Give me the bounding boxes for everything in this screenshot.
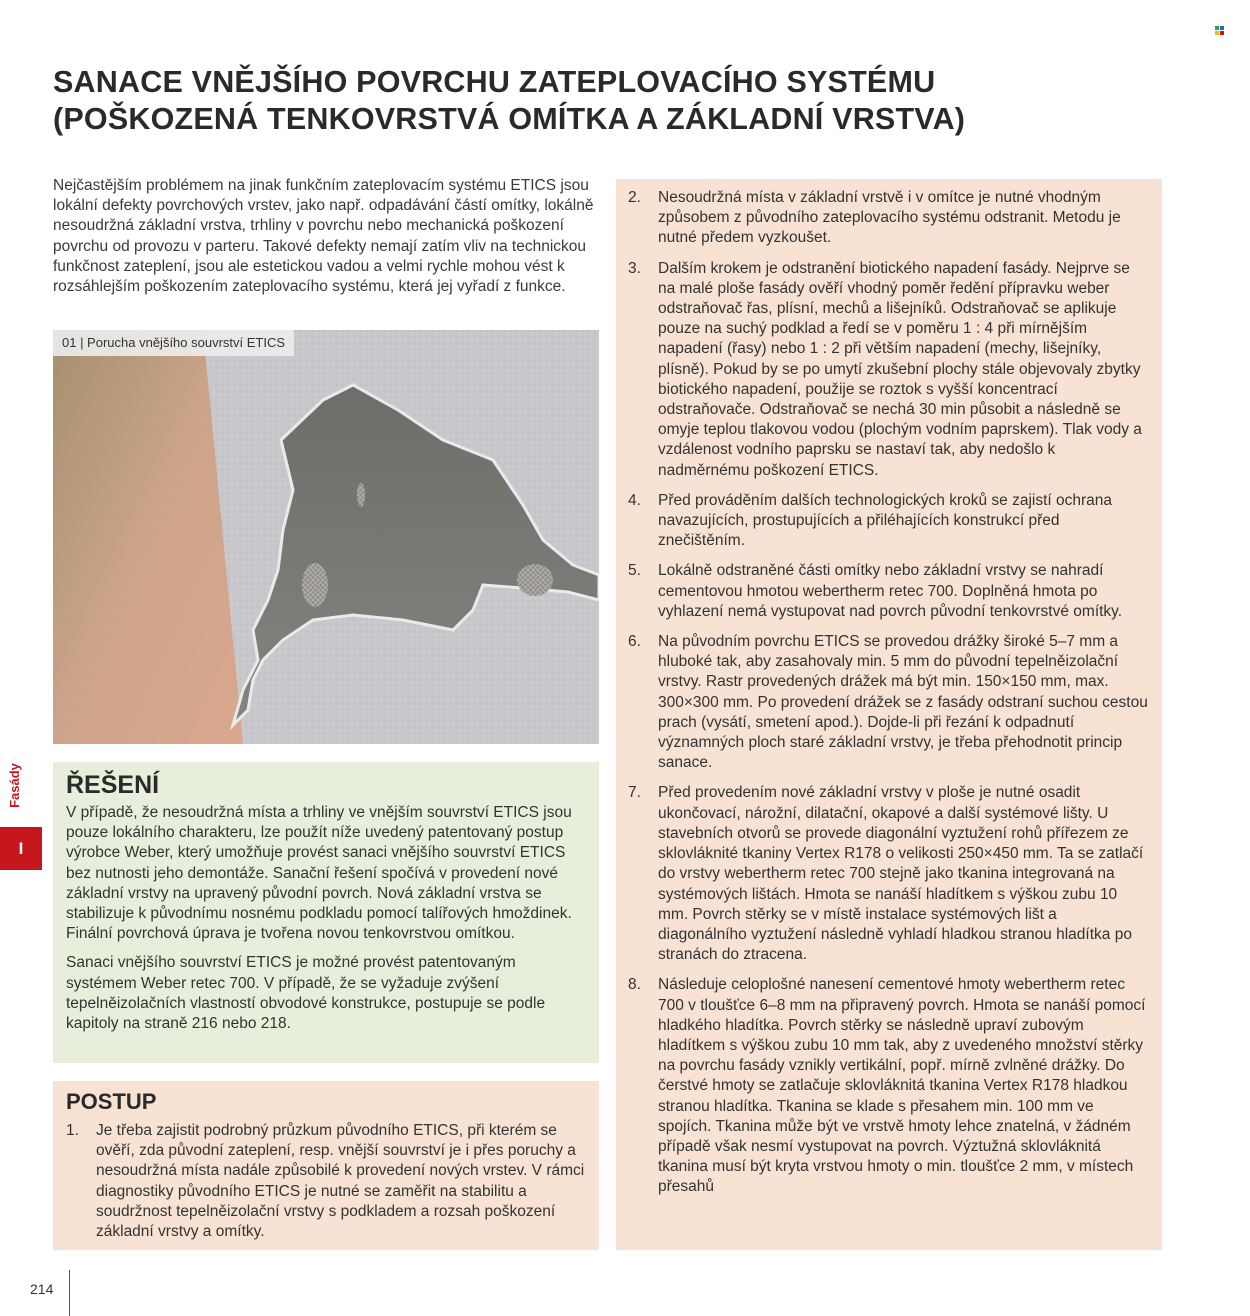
procedure-step — [66, 1121, 586, 1242]
step-text: Dalším krokem je odstranění biotického napadení fasády. Nejprve se na malé ploše fasády ověří vhodný poměr ředění přípravku weber odstraňovač řas, plísní, mechů a lišejníků. Odstraňovač se aplikuje pouze na suchý podklad a ředí se v poměru 1 : 4 při mírnějším napadení (řasy) nebo 1 : 2 při větším napadení (mechy, lišejníky, plísně). Pokud by se po umytí zkušební plochy stále objevovaly zbytky biotického napadení, použije se roztok s vyšší koncentrací odstraňovače. Odstraňovač se nechá 30 min působit a následně se omyje teplou tlakovou vodou (plochým vodním paprskem). Tlak vody a vzdálenost vodního paprsku se nastaví tak, aby nedošlo k nadměrnému poškození ETICS. — [658, 259, 1142, 479]
procedure-box — [53, 1081, 599, 1250]
procedure-step — [628, 783, 1148, 965]
procedure-step — [628, 188, 1148, 249]
procedure-step — [628, 491, 1148, 552]
procedure-steps-continued — [616, 179, 1162, 1250]
step-text: Následuje celoplošné nanesení cementové hmoty webertherm retec 700 v tloušťce 6–8 mm na připravený povrch. Hmota se nanáší pomocí hladkého hladítka. Povrch stěrky se následně upraví zubovým hladítkem s výškou zubu 10 mm tak, aby z uvedeného množství stěrky na povrchu fasády vznikly vertikální, popř. mírně zvlněné drážky. Do čerstvé hmoty se zatlačuje sklovláknitá tkanina Vertex R178 hladkou stranou hladítka. Tkanina se klade s přesahem min. 100 mm ve spojích. Tkanina může být ve vrstvě hmoty lehce znatelná, v žádném případě však nesmí vystupovat na povrch. Výztužná sklovláknitá tkanina musí být kryta vrstvou hmoty o min. tloušťce 2 mm, v místech přesahů — [658, 976, 1146, 1196]
solution-heading: ŘEŠENÍ — [66, 771, 160, 799]
solution-box — [53, 762, 599, 1063]
solution-paragraph-2: Sanaci vnějšího souvrství ETICS je možné provést patentovaným systémem Weber retec 700. V případě, že se vyžaduje zvýšení tepelněizolačních vlastností obvodové konstrukce, postupuje se podle kapitoly na straně 216 nebo 218. — [66, 954, 546, 1033]
damage-photo — [53, 330, 599, 744]
corner-logo-mark — [1215, 26, 1227, 36]
chapter-tab: I — [0, 827, 42, 870]
intro-paragraph: Nejčastějším problémem na jinak funkčním zateplovacím systému ETICS jsou lokální defekty povrchových vrstev, jako např. odpadávání částí omítky, lokálně nesoudržná základní vrstva, trhliny v povrchu nebo mechanická poškození povrchu od provozu v parteru. Takové defekty nemají zatím vliv na technickou funkčnost zateplení, jsou ale estetickou vadou a velmi rychle mohou vést k rozsáhlejším poškozením zateplovacího systému, která jej vyřadí z funkce. — [53, 177, 594, 296]
step-number: 3. — [628, 259, 641, 277]
photo-caption: 01 | Porucha vnějšího souvrství ETICS — [53, 330, 294, 356]
step-number: 8. — [628, 976, 641, 994]
step-number: 6. — [628, 633, 641, 651]
chapter-label-text: Fasády — [6, 763, 22, 808]
step-number: 5. — [628, 562, 641, 580]
page-number: 214 — [30, 1281, 54, 1297]
page-title — [53, 64, 1193, 138]
step-text: Na původním povrchu ETICS se provedou drážky široké 5–7 mm a hluboké tak, aby zasahovaly min. 5 mm do původní tepelněizolační vrstvy. Rastr provedených drážek má být min. 150×150 mm, max. 300×300 mm. Po provedení drážek se z fasády odstraní suchou cestou prach (vysátí, smetení apod.). Dojde-li při řezání k odpadnutí významných ploch staré základní vrstvy, je třeba přehodnotit princip sanace. — [658, 633, 1148, 772]
step-number: 2. — [628, 189, 641, 206]
step-text: Je třeba zajistit podrobný průzkum původního ETICS, při kterém se ověří, zda původní zateplení, resp. vnější souvrství je i přes poruchy a nesoudržná místa nadále způsobilé k provedení nových vrstev. V rámci diagnostiky původního ETICS je nutné se zaměřit na stabilitu a soudržnost tepelněizolační vrstvy s podkladem a rozsah poškození základní vrstvy a omítky. — [96, 1122, 585, 1241]
chapter-label — [6, 760, 36, 820]
footer-divider — [69, 1270, 70, 1316]
step-number: 1. — [66, 1122, 79, 1139]
step-number: 7. — [628, 784, 641, 802]
solution-paragraph-1: V případě, že nesoudržná místa a trhliny ve vnějším souvrství ETICS jsou pouze lokálního charakteru, lze použít níže uvedený patentovaný postup výrobce Weber, který umožňuje provést sanaci vnějšího souvrství ETICS bez nutnosti jeho demontáže. Sanační řešení spočívá v provedení nové základní vrstvy na upravený původní povrch. Nová základní vrstva se stabilizuje k původnímu nosnému podkladu pomocí talířových hmoždinek. Finální povrchová úprava je tvořena novou tenkovrstvou omítkou. — [66, 804, 572, 943]
procedure-step — [628, 632, 1148, 773]
procedure-step — [628, 561, 1148, 622]
damaged-facade-illustration — [53, 330, 599, 744]
page-title-line-2: (POŠKOZENÁ TENKOVRSTVÁ OMÍTKA A ZÁKLADNÍ VRSTVA) — [53, 102, 966, 136]
procedure-heading: POSTUP — [66, 1089, 157, 1114]
page-title-line-1: SANACE VNĚJŠÍHO POVRCHU ZATEPLOVACÍHO SYSTÉMU — [53, 65, 936, 99]
procedure-step — [628, 975, 1148, 1197]
step-text: Nesoudržná místa v základní vrstvě i v omítce je nutné vhodným způsobem z původního zateplovacího systému odstranit. Metodu je nutné předem vyzkoušet. — [658, 189, 1121, 247]
step-text: Lokálně odstraněné části omítky nebo základní vrstvy se nahradí cementovou hmotou webertherm retec 700. Doplněná hmota po vyhlazení nemá vystupovat nad povrch původní tenkovrstvé omítky. — [658, 562, 1123, 620]
procedure-step — [628, 259, 1148, 481]
step-number: 4. — [628, 491, 641, 509]
step-text: Před prováděním dalších technologických kroků se zajistí ochrana navazujících, prostupujících a přiléhajících konstrukcí před znečištěním. — [658, 491, 1113, 550]
step-text: Před provedením nové základní vrstvy v ploše je nutné osadit ukončovací, nárožní, dilatační, okapové a další systémové lišty. U stavebních otvorů se provede diagonální vyztužení rohů přířezem ze sklovláknité tkaniny Vertex R178 o velikosti 250×450 mm. Ta se zatlačí do vrstvy webertherm retec 700 stejně jako tkanina integrovaná na systémových lištách. Hmota se nanáší hladítkem s výškou zubu 10 mm. Povrch stěrky se v místě instalace systémových lišt a diagonálního vyztužení následně vyhladí hladkou stranou hladítka po stranách do ztracena. — [658, 784, 1144, 964]
